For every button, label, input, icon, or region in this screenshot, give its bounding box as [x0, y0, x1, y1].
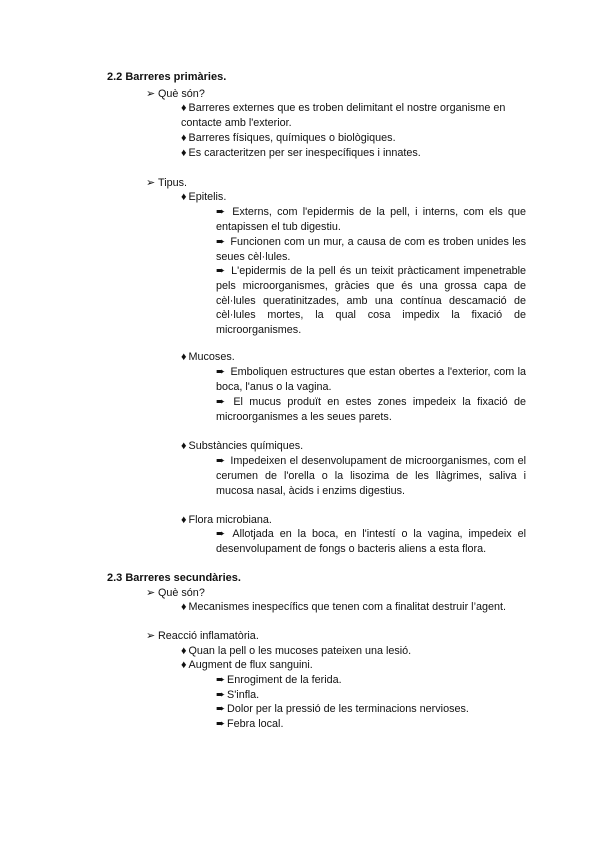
detail-point: ➨ Externs, com l'epidermis de la pell, i interns, com els que entapissen el tub digestiu.: [216, 206, 527, 233]
subheading-que-son: ➢ Què són?: [146, 587, 205, 599]
type-flora: ♦ Flora microbiana.: [181, 514, 272, 526]
subheading-reaccio: ➢ Reacció inflamatòria.: [146, 630, 259, 642]
arrow-point-icon: ➨: [216, 674, 226, 686]
diamond-bullet-icon: ♦: [181, 191, 187, 203]
subheading-que-son: ➢ Què són?: [146, 88, 205, 100]
diamond-bullet-icon: ♦: [181, 514, 187, 526]
list-item: ♦ Barreres físiques, químiques o biològiques.: [181, 132, 396, 144]
diamond-bullet-icon: ♦: [181, 132, 187, 144]
arrow-bullet-icon: ➢: [146, 587, 156, 599]
arrow-point-icon: ➨: [216, 206, 226, 218]
diamond-bullet-icon: ♦: [181, 351, 187, 363]
arrow-point-icon: ➨: [216, 528, 226, 540]
type-epitelis: ♦ Epitelis.: [181, 191, 227, 203]
detail-point: ➨ Allotjada en la boca, en l'intestí o la vagina, impedeix el desenvolupament de fongs o bacteris aliens a esta flora.: [216, 528, 527, 555]
arrow-point-icon: ➨: [216, 396, 226, 408]
detail-point: ➨ Impedeixen el desenvolupament de microorganismes, com el cerumen de l'orella o la lisozima de les llàgrimes, saliva i mucosa nasal, àcids i enzims digestius.: [216, 455, 527, 497]
detail-point: ➨ Dolor per la pressió de les terminacions nervioses.: [216, 703, 469, 715]
list-item: ♦ Mecanismes inespecífics que tenen com a finalitat destruir l’agent.: [181, 601, 506, 613]
arrow-point-icon: ➨: [216, 455, 226, 467]
list-item: ♦ Barreres externes que es troben delimitant el nostre organisme en contacte amb l'exterior.: [181, 102, 506, 129]
arrow-bullet-icon: ➢: [146, 88, 156, 100]
arrow-point-icon: ➨: [216, 366, 226, 378]
arrow-bullet-icon: ➢: [146, 630, 156, 642]
arrow-point-icon: ➨: [216, 689, 226, 701]
type-mucoses: ♦ Mucoses.: [181, 351, 235, 363]
diamond-bullet-icon: ♦: [181, 102, 187, 114]
detail-point: ➨ Emboliquen estructures que estan obertes a l'exterior, com la boca, l'anus o la vagina.: [216, 366, 526, 393]
arrow-point-icon: ➨: [216, 718, 226, 730]
type-substancies: ♦ Substàncies químiques.: [181, 440, 304, 452]
diamond-bullet-icon: ♦: [181, 659, 187, 671]
list-item: ♦ Es caracteritzen per ser inespecífiques i innates.: [181, 147, 421, 159]
list-item: ♦ Quan la pell o les mucoses pateixen una lesió.: [181, 645, 412, 657]
section-heading-primary-barriers: 2.2 Barreres primàries.: [107, 71, 227, 83]
detail-point: ➨ L'epidermis de la pell és un teixit pràcticament impenetrable pels microorganismes, gràcies que és una grossa capa de cèl·lules queratinitzades, amb una contínua descamació de cèl·lules mortes, la qual cosa impedix la fixació de microorganismes.: [216, 265, 527, 337]
arrow-bullet-icon: ➢: [146, 177, 156, 189]
detail-point: ➨ Funcionen com un mur, a causa de com es troben unides les seues cèl·lules.: [216, 236, 526, 263]
detail-point: ➨ Enrogiment de la ferida.: [216, 674, 342, 686]
list-item: ♦ Augment de flux sanguini.: [181, 659, 313, 671]
arrow-point-icon: ➨: [216, 236, 226, 248]
detail-point: ➨ S'infla.: [216, 689, 260, 701]
diamond-bullet-icon: ♦: [181, 440, 187, 452]
arrow-point-icon: ➨: [216, 265, 226, 277]
section-heading-secondary-barriers: 2.3 Barreres secundàries.: [107, 572, 241, 584]
diamond-bullet-icon: ♦: [181, 601, 187, 613]
diamond-bullet-icon: ♦: [181, 147, 187, 159]
diamond-bullet-icon: ♦: [181, 645, 187, 657]
arrow-point-icon: ➨: [216, 703, 226, 715]
detail-point: ➨ El mucus produït en estes zones impedeix la fixació de microorganismes a les seues parets.: [216, 396, 526, 423]
detail-point: ➨ Febra local.: [216, 718, 284, 730]
subheading-tipus: ➢ Tipus.: [146, 177, 188, 189]
